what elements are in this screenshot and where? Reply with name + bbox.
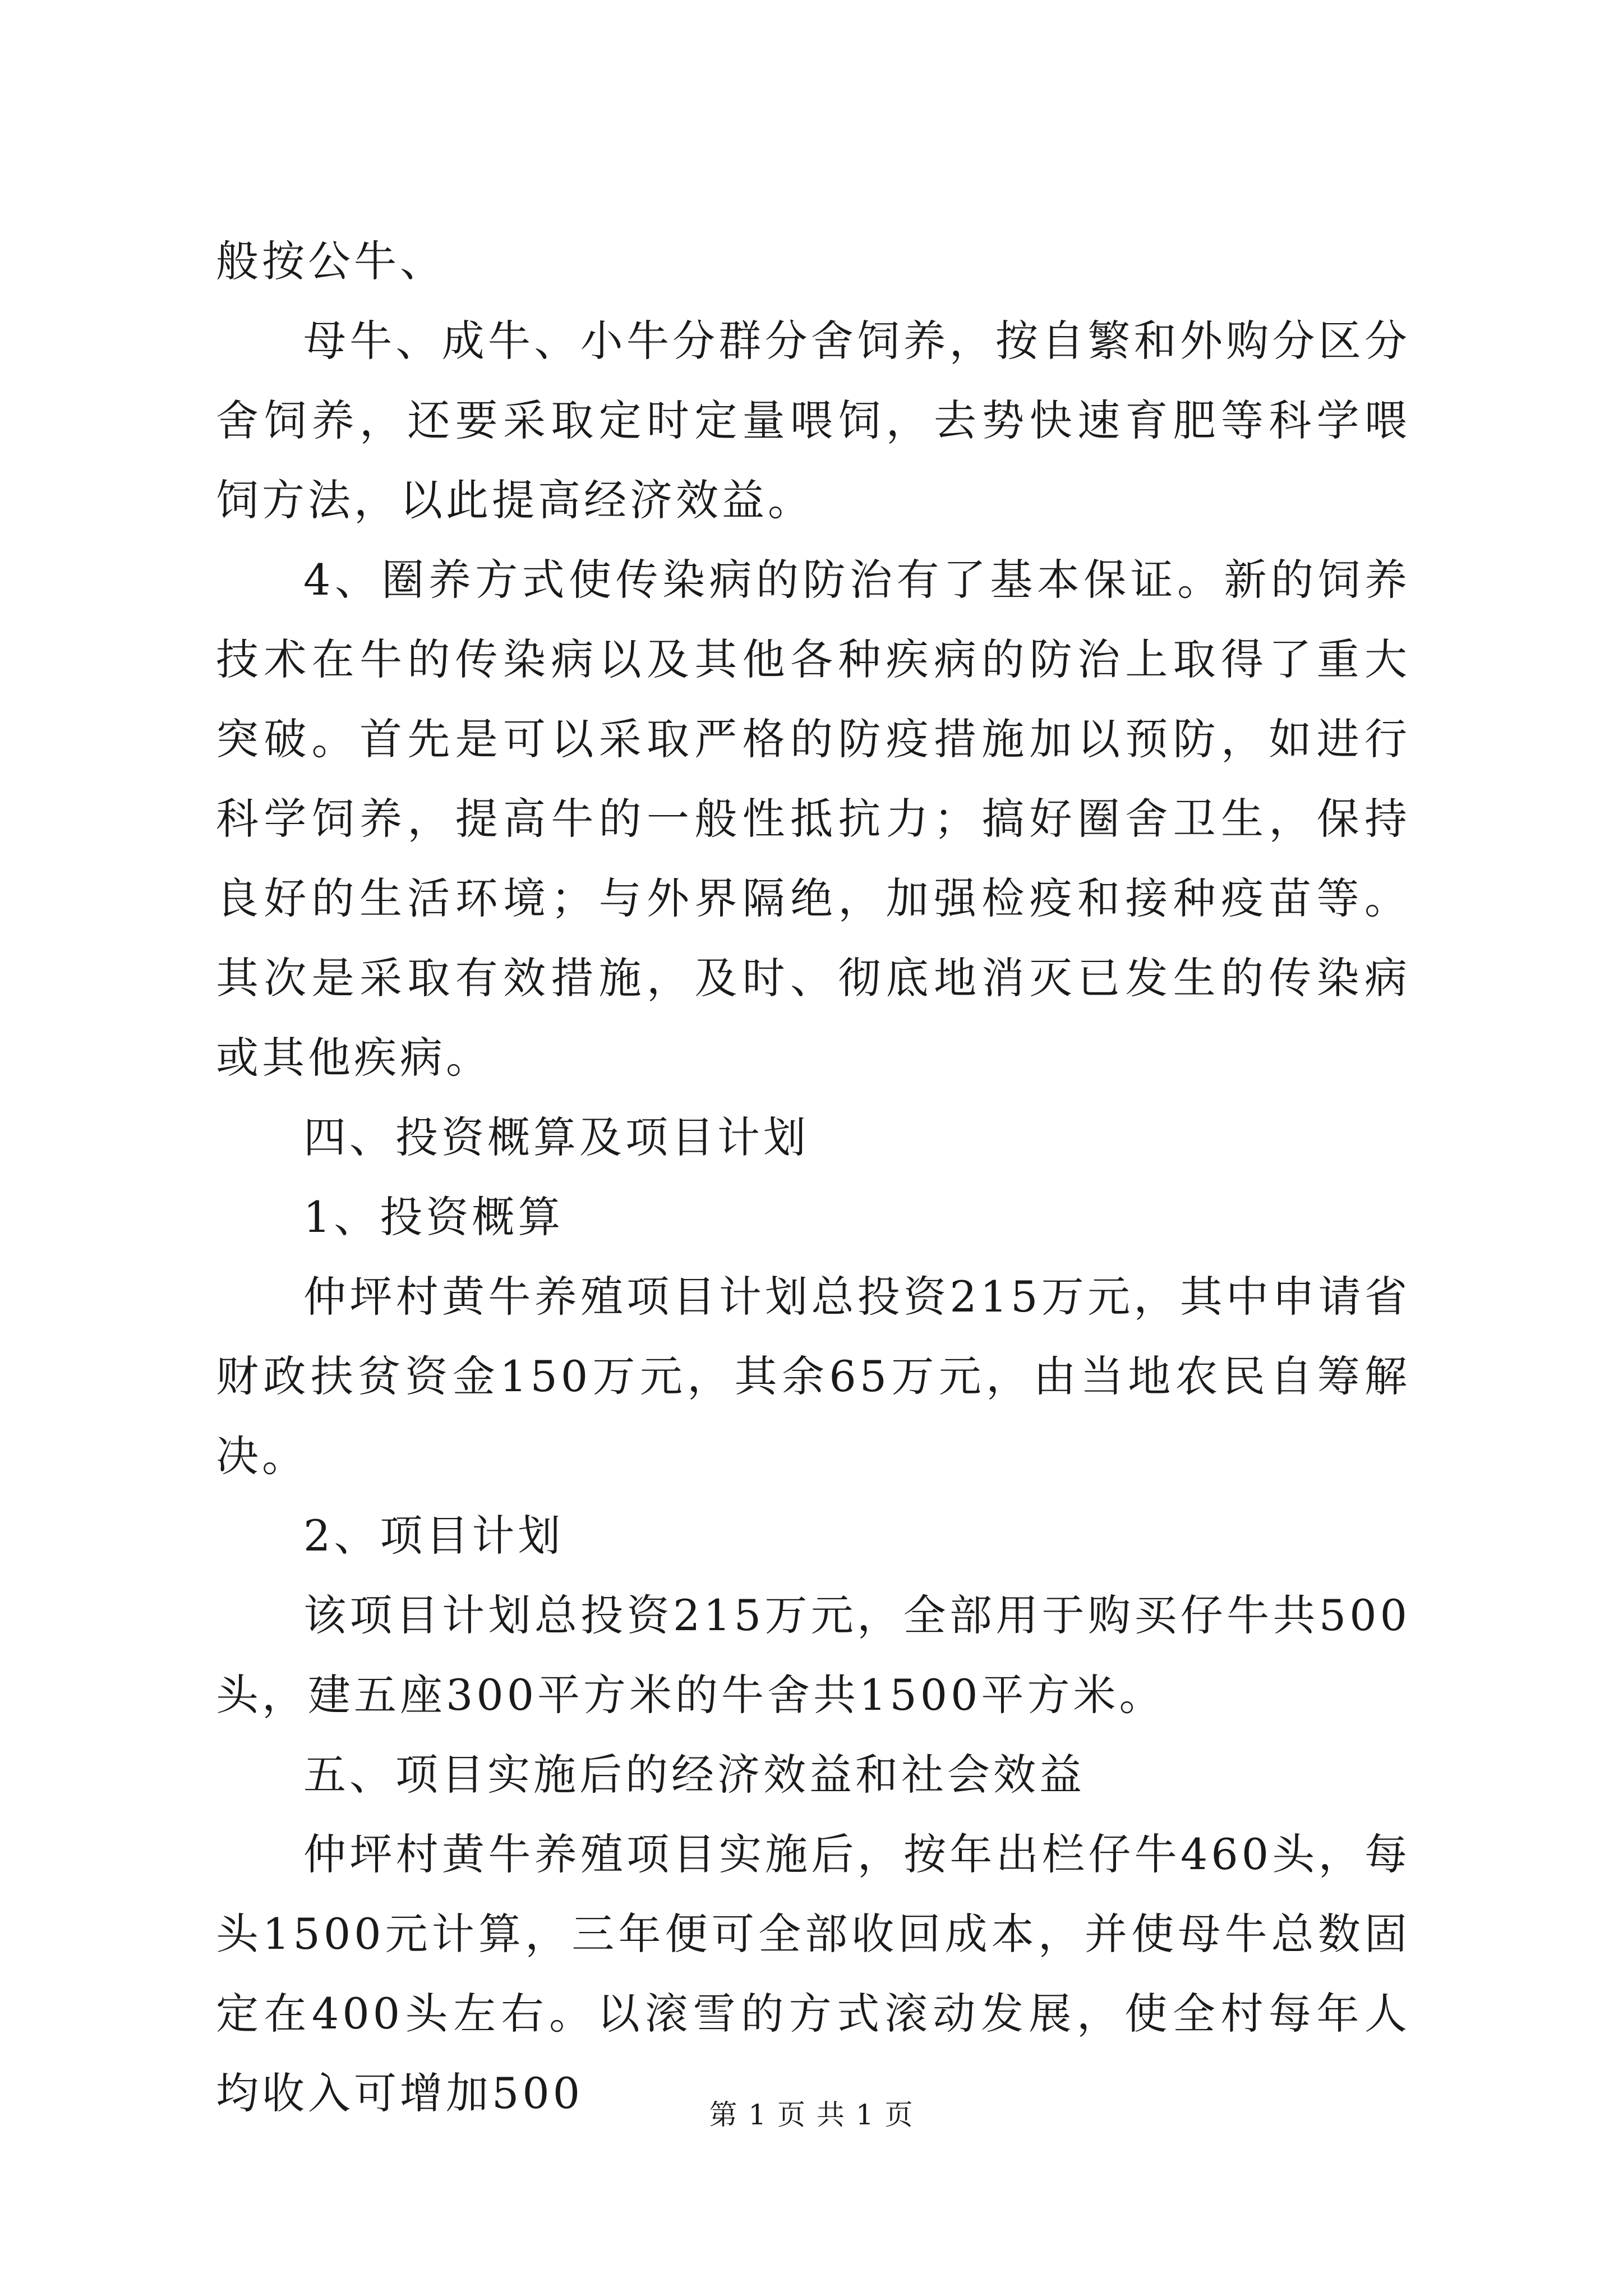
section-heading-4: 四、投资概算及项目计划 <box>303 1112 809 1162</box>
paragraph-1: 般按公牛、 <box>216 236 446 286</box>
document-body <box>216 222 1410 2133</box>
paragraph-project-plan: 该项目计划总投资215万元，全部用于购买仔牛共500头，建五座300平方米的牛舍共1500平方米。 <box>216 1590 1410 1720</box>
section-heading-5: 五、项目实施后的经济效益和社会效益 <box>303 1750 1085 1800</box>
paragraph-investment: 仲坪村黄牛养殖项目计划总投资215万元，其中申请省财政扶贫资金150万元，其余65万元，由当地农民自筹解决。 <box>216 1272 1410 1481</box>
paragraph-3: 4、圈养方式使传染病的防治有了基本保证。新的饲养技术在牛的传染病以及其他各种疾病的防治上取得了重大突破。首先是可以采取严格的防疫措施加以预防，如进行科学饲养，提高牛的一般性抵抗力；搞好圈舍卫生，保持良好的生活环境；与外界隔绝，加强检疫和接种疫苗等。其次是采取有效措施，及时、彻底地消灭已发生的传染病或其他疾病。 <box>216 555 1410 1083</box>
page-footer: 第 1 页 共 1 页 <box>709 2099 914 2131</box>
paragraph-benefits: 仲坪村黄牛养殖项目实施后，按年出栏仔牛460头，每头1500元计算，三年便可全部收回成本，并使母牛总数固定在400头左右。以滚雪的方式滚动发展，使全村每年人均收入可增加500 <box>216 1829 1410 2118</box>
subheading-project-plan: 2、项目计划 <box>303 1511 564 1561</box>
paragraph-2: 母牛、成牛、小牛分群分舍饲养，按自繁和外购分区分舍饲养，还要采取定时定量喂饲，去势快速育肥等科学喂饲方法，以此提高经济效益。 <box>216 316 1410 525</box>
subheading-investment: 1、投资概算 <box>303 1192 564 1242</box>
